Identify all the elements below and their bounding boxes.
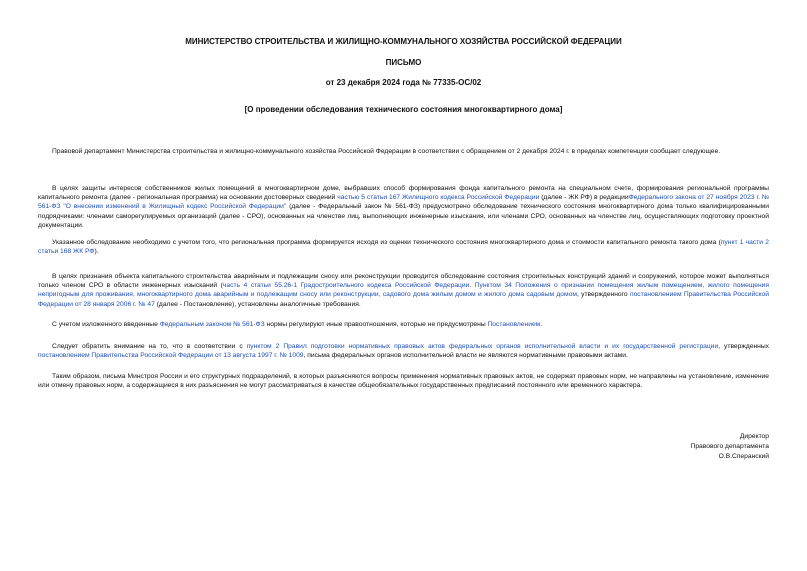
paragraph-text: Таким образом, письма Минстроя России и его структурных подразделений, в которых разъясняются вопросы применения нормативных правовых актов, не содержат правовых норм, не направлены на установление, изменение или отмену правовых норм, а содержащиеся в них разъяснения не могут рассматриваться в качестве общеобязательных государственных предписаний постоянного или временного характера. (38, 373, 769, 390)
paragraph-inspection (38, 238, 769, 256)
link-regulation-point-34[interactable]: Пунктом 34 Положения о признании помещения жилым помещением, жилого помещения непригодным для проживания, многоквартирного дома аварийным и подлежащим сносу или реконструкции, садового дома жилым домом и жилого дома садовым домом (38, 282, 769, 299)
link-resolution-47[interactable]: постановлением Правительства Российской Федерации от 28 января 2006 г. № 47 (38, 291, 770, 308)
paragraph-text: нормы регулируют иные правоотношения, которые не предусмотрены (264, 321, 488, 328)
link-urban-code-55-26-1[interactable]: часть 4 статьи 55.26-1 Градостроительного кодекса Российской Федерации (222, 282, 470, 290)
paragraph-text: . (469, 282, 475, 290)
paragraph-emergency (38, 272, 769, 309)
paragraph-text: (далее - Постановление), установлены аналогичные требования. (154, 300, 361, 308)
link-law-561[interactable]: Федеральным законом № 561-ФЗ (159, 321, 265, 328)
ministry-title: МИНИСТЕРСТВО СТРОИТЕЛЬСТВА И ЖИЛИЩНО-КОММУНАЛЬНОГО ХОЗЯЙСТВА РОССИЙСКОЙ ФЕДЕРАЦИИ (185, 37, 622, 46)
paragraph-text: В целях признания объекта капитального строительства аварийным и подлежащим сносу или реконструкции проводится обследование состояния строительных конструкций зданий и сооружений, которое может выполняться только членом СРО в области инженерных изысканий ( (38, 273, 769, 290)
signature-position: Директор (739, 433, 769, 440)
paragraph-text: (далее - ЖК РФ) в редакции (539, 194, 629, 202)
paragraph-text: . (540, 321, 543, 328)
paragraph-text: , письма федеральных органов исполнительной власти не являются нормативными правовыми актами. (303, 352, 628, 360)
link-federal-law-561[interactable]: Федерального закона от 27 ноября 2023 г. № 561-ФЗ "О внесении изменений в Жилищный кодекс Российской Федерации" (38, 194, 769, 211)
signature-name: О.В.Сперанский (718, 453, 769, 460)
paragraph-conclusion (38, 320, 769, 329)
paragraph-text: , утвержденных (718, 343, 769, 350)
paragraph-text: С учетом изложенного введенные (52, 321, 160, 328)
paragraph-protection (38, 184, 769, 230)
paragraph-text: Правовой департамент Министерства строительства и жилищно-коммунального хозяйства Российской Федерации в соответствии с обращением от 2 декабря 2024 г. в пределах компетенции сообщает следующее. (52, 148, 721, 155)
link-rules-point-2[interactable]: пунктом 2 Правил подготовки нормативных правовых актов федеральных органов исполнительной власти и их государственной регистрации (246, 343, 719, 350)
paragraph-text: (далее - Федеральный закон № 561-ФЗ) предусмотрено обследование технического состояния многоквартирного дома только квалифицированными подрядчиками: членами саморегулируемых организаций (далее - СРО), основанных на членстве лиц, выполняющих инженерные изыскания, или членами СРО, основанных на членстве лиц, осуществляющих подготовку проектной документации. (38, 203, 770, 229)
paragraph-text: В целях защиты интересов собственников жилых помещений в многоквартирном доме, выбравших способ формирования фонда капитального ремонта на специальном счете, формирования региональной программы капитального ремонта (далее - региональная программа) на основании достоверных сведений (38, 185, 769, 202)
paragraph-attention (38, 342, 769, 360)
document-type: ПИСЬМО (385, 58, 422, 67)
link-housing-code-167[interactable]: частью 5 статьи 167 Жилищного кодекса Российской Федерации (337, 194, 540, 202)
paragraph-text: ). (94, 248, 99, 256)
paragraph-text: Следует обратить внимание на то, что в соответствии с (52, 343, 247, 350)
link-resolution-1009[interactable]: постановлением Правительства Российской Федерации от 13 августа 1997 г. № 1009 (38, 352, 304, 360)
document-date-number: от 23 декабря 2024 года № 77335-ОС/02 (325, 78, 482, 87)
paragraph-final (38, 372, 769, 390)
link-housing-code-168[interactable]: пункт 1 части 2 статьи 168 ЖК РФ (38, 239, 769, 256)
paragraph-intro (38, 147, 769, 156)
paragraph-text: Указанное обследование необходимо с учетом того, что региональная программа формируется исходя из оценки технического состояния многоквартирного дома и стоимости капитального ремонта такого дома ( (52, 239, 721, 246)
link-resolution[interactable]: Постановлением (487, 321, 541, 328)
signature-department: Правового департамента (690, 443, 769, 450)
document-subject: [О проведении обследования технического состояния многоквартирного дома] (244, 105, 563, 114)
paragraph-text: , утвержденного (576, 291, 630, 299)
